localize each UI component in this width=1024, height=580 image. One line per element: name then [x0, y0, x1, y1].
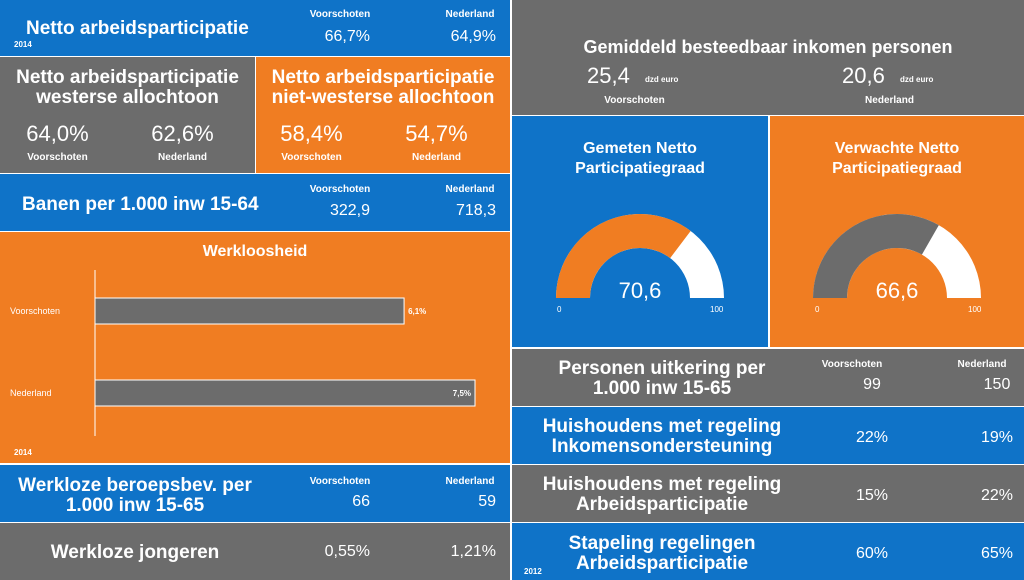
- tile-werkloosheid: [0, 232, 510, 463]
- gauge-value: 70,6: [618, 278, 662, 303]
- value-nederland: 20,6: [842, 63, 885, 88]
- value-voorschoten: 0,55%: [324, 543, 370, 560]
- label-voorschoten: Voorschoten: [821, 359, 883, 370]
- label-nederland: Nederland: [445, 9, 495, 20]
- value-voorschoten: 66,7%: [324, 28, 370, 45]
- tile-title-line2: Inkomensondersteuning: [551, 436, 773, 457]
- value-nederland: 54,7%: [405, 121, 468, 146]
- gemeten-gauge: [512, 116, 768, 347]
- value-voorschoten: 25,4: [587, 63, 630, 88]
- tile-title-line1: Verwachte Netto: [834, 140, 960, 157]
- year-label: 2014: [14, 448, 32, 457]
- bar-voorschoten: [95, 298, 404, 324]
- value-nederland: 62,6%: [151, 121, 214, 146]
- label-nederland: Nederland: [445, 476, 495, 487]
- tile-banen: [0, 174, 510, 231]
- unit-voorschoten: dzd euro: [645, 75, 679, 84]
- year-label: 2014: [14, 40, 32, 49]
- value-voorschoten: 99: [863, 376, 881, 393]
- label-nederland: Nederland: [445, 184, 495, 195]
- label-voorschoten: Voorschoten: [309, 9, 371, 20]
- tile-title-line2: niet-westerse allochtoon: [271, 87, 495, 108]
- value-voorschoten: 64,0%: [26, 121, 89, 146]
- label-voorschoten: Voorschoten: [309, 476, 371, 487]
- tile-title-line1: Netto arbeidsparticipatie: [271, 67, 495, 88]
- gauge-value: 66,6: [875, 278, 919, 303]
- tile-title-line2: Participatiegraad: [832, 160, 962, 177]
- value-nederland: 22%: [980, 487, 1014, 504]
- tile-title: Gemiddeld besteedbaar inkomen personen: [583, 37, 953, 57]
- tile-title-line1: Huishoudens met regeling: [542, 416, 782, 437]
- value-voorschoten: 60%: [855, 545, 889, 562]
- tile-title: Banen per 1.000 inw 15-64: [22, 194, 259, 215]
- tile-title-line1: Netto arbeidsparticipatie: [16, 67, 239, 88]
- label-voorschoten: Voorschoten: [27, 152, 88, 163]
- verwachte-gauge: [770, 116, 1024, 347]
- chart-title: Werkloosheid: [202, 243, 308, 260]
- tile-title-line1: Personen uitkering per: [558, 358, 766, 379]
- label-voorschoten: Voorschoten: [604, 95, 665, 106]
- tile-gemeten-participatiegraad: [512, 116, 768, 347]
- tile-title-line2: westerse allochtoon: [36, 87, 219, 108]
- value-nederland: 64,9%: [450, 28, 496, 45]
- tile-niet-westerse-allochtoon: [256, 57, 510, 173]
- tile-title-line2: Arbeidsparticipatie: [575, 553, 749, 574]
- unit-nederland: dzd euro: [900, 75, 934, 84]
- werkloosheid-chart: [0, 232, 510, 463]
- value-voorschoten: 58,4%: [280, 121, 343, 146]
- label-nederland: Nederland: [158, 152, 207, 163]
- tile-inkomensondersteuning: [512, 407, 1024, 464]
- label-voorschoten: Voorschoten: [309, 184, 371, 195]
- tile-title-line2: Participatiegraad: [575, 160, 705, 177]
- tile-title-line1: Werkloze beroepsbev. per: [18, 475, 252, 496]
- gauge-min: 0: [815, 305, 820, 314]
- tile-title: Werkloze jongeren: [50, 542, 220, 563]
- value-voorschoten: 66: [352, 493, 370, 510]
- label-nederland: Nederland: [412, 152, 461, 163]
- label-nederland: Nederland: [865, 95, 914, 106]
- value-nederland: 718,3: [455, 202, 496, 219]
- year-label: 2012: [524, 567, 542, 576]
- value-voorschoten: 15%: [855, 487, 889, 504]
- category-label: Voorschoten: [10, 306, 61, 316]
- tile-title-line1: Gemeten Netto: [583, 140, 697, 157]
- label-voorschoten: Voorschoten: [281, 152, 342, 163]
- value-nederland: 150: [983, 376, 1011, 393]
- value-voorschoten: 22%: [855, 429, 889, 446]
- value-label: 6,1%: [408, 307, 427, 316]
- tile-title-line1: Huishoudens met regeling: [542, 474, 782, 495]
- gauge-max: 100: [710, 305, 724, 314]
- tile-personen-uitkering: [512, 349, 1024, 406]
- label-nederland: Nederland: [957, 359, 1007, 370]
- value-label: 7,5%: [452, 389, 471, 398]
- bar-nederland: [95, 380, 475, 406]
- category-label: Nederland: [10, 388, 52, 398]
- tile-werkloze-beroepsbevolking: [0, 465, 510, 522]
- tile-westerse-allochtoon: [0, 57, 255, 173]
- tile-besteedbaar-inkomen: [512, 0, 1024, 115]
- tile-stapeling-regelingen: [512, 523, 1024, 580]
- tile-title-line2: Arbeidsparticipatie: [575, 494, 749, 515]
- tile-netto-arbeidsparticipatie: [0, 0, 510, 56]
- tile-regeling-arbeidsparticipatie: [512, 465, 1024, 522]
- tile-verwachte-participatiegraad: [770, 116, 1024, 347]
- value-nederland: 59: [478, 493, 496, 510]
- gauge-max: 100: [968, 305, 982, 314]
- value-nederland: 65%: [980, 545, 1014, 562]
- value-nederland: 19%: [980, 429, 1014, 446]
- tile-title-line2: 1.000 inw 15-65: [65, 495, 205, 516]
- tile-title-line1: Stapeling regelingen: [568, 533, 756, 554]
- tile-title: Netto arbeidsparticipatie: [26, 18, 249, 39]
- tile-title-line2: 1.000 inw 15-65: [592, 378, 732, 399]
- gauge-min: 0: [557, 305, 562, 314]
- value-voorschoten: 322,9: [329, 202, 370, 219]
- tile-werkloze-jongeren: [0, 523, 510, 580]
- value-nederland: 1,21%: [450, 543, 496, 560]
